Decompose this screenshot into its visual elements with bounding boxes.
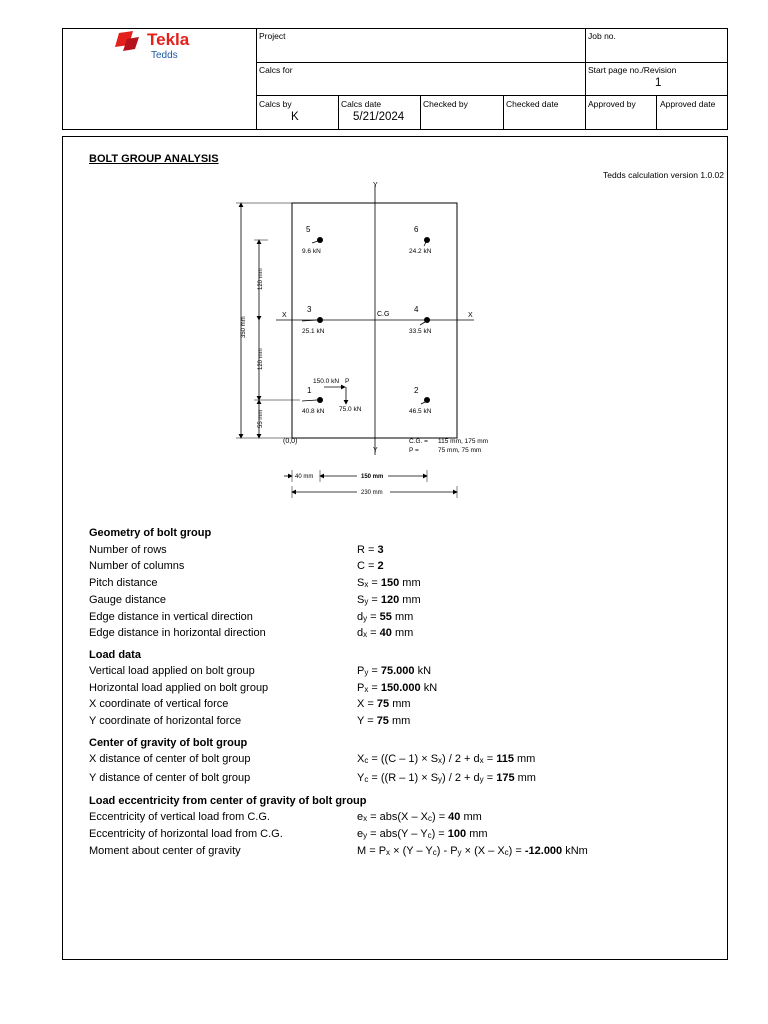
ecc-value: M = Px × (Y – Yc) - Py × (X – Xc) = -12.000 kNm — [357, 845, 588, 857]
bolt-2 — [409, 386, 432, 415]
cog-value: Yc = ((R – 1) × Sy) / 2 + dy = 175 mm — [357, 772, 536, 784]
approved-date-label: Approved date — [660, 99, 716, 109]
geometry-label: Gauge distance — [89, 594, 167, 606]
dim-120-upper: 120 mm — [258, 268, 264, 290]
bolt-6 — [409, 225, 432, 255]
load-value: Py = 75.000 kN — [357, 665, 432, 677]
geometry-value: dy = 55 mm — [357, 611, 414, 623]
product-text: Tedds — [151, 50, 178, 61]
start-page-value: 1 — [655, 77, 662, 89]
geometry-value: dx = 40 mm — [357, 627, 414, 639]
doc-version: Tedds calculation version 1.0.02 — [603, 170, 724, 180]
horizontal-dimensions — [284, 470, 457, 498]
checked-by-label: Checked by — [423, 99, 468, 109]
geometry-value: Sy = 120 mm — [357, 594, 421, 606]
bolt-force: 9.6 kN — [302, 248, 321, 255]
geometry-heading: Geometry of bolt group — [89, 527, 212, 539]
load-label: Horizontal load applied on bolt group — [89, 682, 269, 694]
ecc-label: Eccentricity of horizontal load from C.G. — [89, 828, 283, 840]
dim-120-lower: 120 mm — [258, 348, 264, 370]
load-label: Vertical load applied on bolt group — [89, 665, 255, 677]
load-value: Px = 150.000 kN — [357, 682, 438, 694]
jobno-label: Job no. — [588, 31, 616, 41]
load-h-label: 150.0 kN — [313, 378, 340, 385]
dim-55: 55 mm — [258, 409, 264, 428]
vertical-dimensions — [236, 203, 300, 438]
y-axis-label-top: Y — [373, 182, 378, 189]
cog-value: Xc = ((C – 1) × Sx) / 2 + dx = 115 mm — [357, 753, 536, 765]
geometry-value: R = 3 — [357, 544, 384, 556]
load-value: X = 75 mm — [357, 698, 411, 710]
start-page-label: Start page no./Revision — [588, 65, 677, 75]
cg-key: C.G. = — [409, 438, 428, 445]
bolt-1 — [302, 386, 325, 415]
bolt-force: 40.8 kN — [302, 408, 325, 415]
coordinate-key — [409, 438, 488, 454]
doc-title: BOLT GROUP ANALYSIS — [89, 153, 219, 165]
ecc-value: ey = abs(Y – Yc) = 100 mm — [357, 828, 488, 840]
cg-label: C.G — [377, 311, 390, 318]
x-axis-label-left: X — [282, 312, 287, 319]
bolt-label: 4 — [414, 305, 419, 314]
geometry-value: C = 2 — [357, 560, 384, 572]
geometry-label: Pitch distance — [89, 577, 158, 589]
project-label: Project — [259, 31, 286, 41]
brand-text: Tekla — [147, 30, 190, 49]
bolt-label: 1 — [307, 386, 312, 395]
load-label: Y coordinate of horizontal force — [89, 715, 242, 727]
dim-40: 40 mm — [295, 474, 314, 480]
geometry-label: Number of columns — [89, 560, 185, 572]
cog-label: Y distance of center of bolt group — [89, 772, 251, 784]
bolt-label: 5 — [306, 225, 311, 234]
bolt-5 — [302, 225, 323, 255]
bolt-label: 3 — [307, 305, 312, 314]
bolt-label: 2 — [414, 386, 419, 395]
cg-value: 115 mm, 175 mm — [438, 438, 489, 445]
load-heading: Load data — [89, 649, 141, 661]
y-axis-label-bottom: Y — [373, 447, 378, 454]
p-value: 75 mm, 75 mm — [438, 447, 482, 454]
dim-150: 150 mm — [361, 474, 384, 480]
bolt-force: 25.1 kN — [302, 328, 325, 335]
bolt-label: 6 — [414, 225, 419, 234]
checked-date-label: Checked date — [506, 99, 559, 109]
approved-by-label: Approved by — [588, 99, 636, 109]
load-value: Y = 75 mm — [357, 715, 411, 727]
bolt-force: 33.5 kN — [409, 328, 432, 335]
dim-350: 350 mm — [241, 316, 247, 338]
geometry-label: Edge distance in horizontal direction — [89, 627, 266, 639]
calcs-date-label: Calcs date — [341, 99, 382, 109]
calcs-by-label: Calcs by — [259, 99, 292, 109]
geometry-label: Number of rows — [89, 544, 167, 556]
load-label: X coordinate of vertical force — [89, 698, 229, 710]
ecc-value: ex = abs(X – Xc) = 40 mm — [357, 811, 482, 823]
ecc-heading: Load eccentricity from center of gravity of bolt group — [89, 795, 367, 807]
geometry-value: Sx = 150 mm — [357, 577, 421, 589]
geometry-label: Edge distance in vertical direction — [89, 611, 253, 623]
p-key: P = — [409, 447, 419, 454]
load-p-label: P — [345, 378, 350, 385]
ecc-label: Moment about center of gravity — [89, 845, 241, 857]
ecc-label: Eccentricity of vertical load from C.G. — [89, 811, 270, 823]
calcs-by-value: K — [291, 111, 299, 123]
plate-outline — [292, 203, 457, 438]
origin-label: (0,0) — [283, 438, 298, 445]
cog-heading: Center of gravity of bolt group — [89, 737, 248, 749]
calcs-date-value: 5/21/2024 — [353, 111, 405, 123]
bolt-force: 24.2 kN — [409, 248, 432, 255]
x-axis-label-right: X — [468, 312, 473, 319]
dim-230: 230 mm — [361, 490, 383, 496]
calcs-for-label: Calcs for — [259, 65, 293, 75]
bolt-force: 46.5 kN — [409, 408, 432, 415]
load-v-label: 75.0 kN — [339, 406, 362, 413]
cog-label: X distance of center of bolt group — [89, 753, 251, 765]
